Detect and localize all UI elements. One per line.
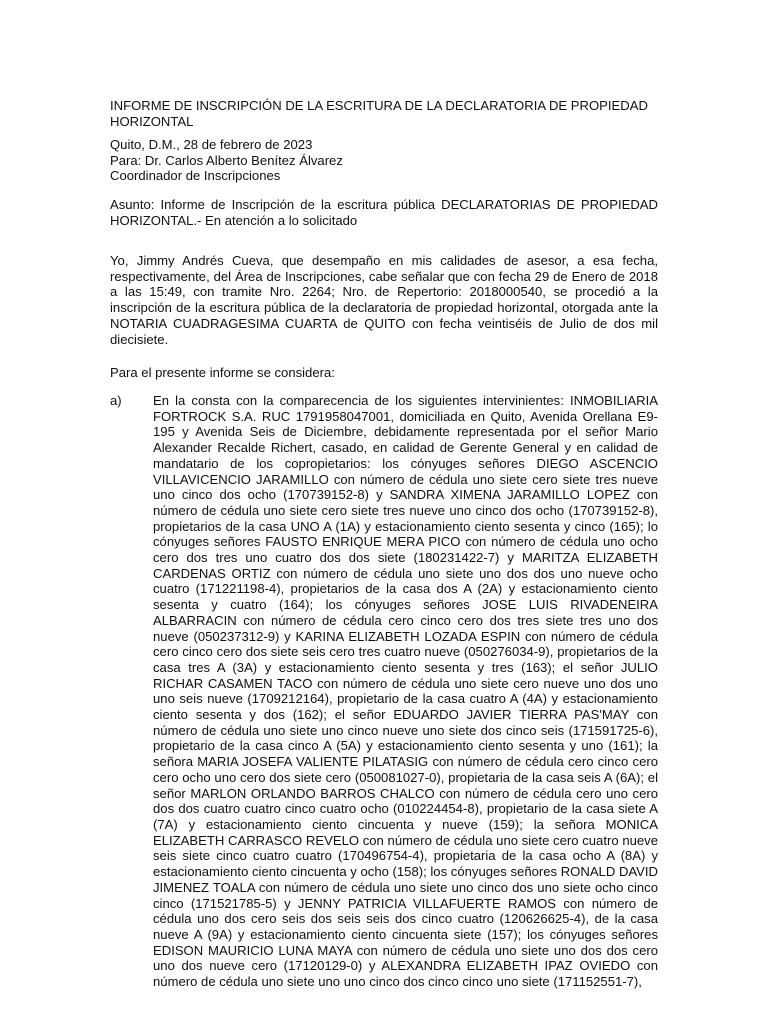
document-title: INFORME DE INSCRIPCIÓN DE LA ESCRITURA DE LA DECLARATORIA DE PROPIEDAD HORIZONTAL — [110, 98, 648, 129]
document-header — [110, 137, 658, 184]
intro-paragraph: Yo, Jimmy Andrés Cueva, que desempaño en mis calidades de asesor, a esa fecha, respectivamente, del Área de Inscripciones, cabe señalar que con fecha 29 de Enero de 2018 a las 15:49, con tramite Nro. 2264; Nro. de Repertorio: 2018000540, se procedió a la inscripción de la escritura pública de la declaratoria de propiedad horizontal, otorgada ante la NOTARIA CUADRAGESIMA CUARTA de QUITO con fecha veintiséis de Julio de dos mil diecisiete. — [110, 253, 658, 347]
consider-line: Para el presente informe se considera: — [110, 365, 335, 380]
list-item-a: En la consta con la comparecencia de los siguientes intervinientes: INMOBILIARIA FORTROCK S.A. RUC 1791958047001, domiciliada en Quito, Avenida Orellana E9-195 y Avenida Seis de Diciembre, debidamente representada por el señor Mario Alexander Recalde Richert, casado, en calidad de Gerente General y en calidad de mandatario de los copropietarios: los cónyuges señores DIEGO ASCENCIO VILLAVICENCIO JARAMILLO con número de cédula uno siete cero siete tres nueve uno cinco dos ocho (170739152-8) y SANDRA XIMENA JARAMILLO LOPEZ con número de cédula uno siete cero siete tres nueve uno cinco dos ocho (170739152-8), propietarios de la casa UNO A (1A) y estacionamiento ciento sesenta y cinco (165); lo cónyuges señores FAUSTO ENRIQUE MERA PICO con número de cédula uno ocho cero dos tres uno cuatro dos dos siete (180231422-7) y MARITZA ELIZABETH CARDENAS ORTIZ con número de cédula uno siete uno dos dos uno nueve ocho cuatro (171221198-4), propietarios de la casa dos A (2A) y estacionamiento ciento sesenta y cuatro (164); los cónyuges señores JOSE LUIS RIVADENEIRA ALBARRACIN con número de cédula cero cinco cero dos tres siete tres uno dos nueve (050237312-9) y KARINA ELIZABETH LOZADA ESPIN con número de cédula cero cinco cero dos siete seis cero tres cuatro nueve (050276034-9), propietarios de la casa tres A (3A) y estacionamiento ciento sesenta y tres (163); el señor JULIO RICHAR CASAMEN TACO con número de cédula uno siete cero nueve uno dos uno uno seis nueve (1709212164), propietario de la casa cuatro A (4A) y estacionamiento ciento sesenta y dos (162); el señor EDUARDO JAVIER TIERRA PAS'MAY con número de cédula uno siete uno cinco nueve uno siete dos cinco seis (171591725-6), propietario de la casa cinco A (5A) y estacionamiento ciento sesenta y uno (161); la señora MARIA JOSEFA VALIENTE PILATASIG con número de cédula cero cinco cero cero ocho uno cero dos siete cero (050081027-0), propietaria de la casa seis A (6A); el señor MARLON ORLANDO BARROS CHALCO con número de cédula cero uno cero dos dos cuatro cuatro cinco cuatro ocho (010224454-8), propietario de la casa siete A (7A) y estacionamiento ciento cincuenta y nueve (159); la señora MONICA ELIZABETH CARRASCO REVELO con número de cédula uno siete cero cuatro nueve seis siete cinco cuatro cuatro (170496754-4), propietaria de la casa ocho A (8A) y estacionamiento ciento cincuenta y ocho (158); los cónyuges señores RONALD DAVID JIMENEZ TOALA con número de cédula uno siete uno cinco dos uno siete ocho cinco cinco (171521785-5) y JENNY PATRICIA VILLAFUERTE RAMOS con número de cédula uno dos cero seis dos seis seis dos cinco cuatro (120626625-4), de la casa nueve A (9A) y estacionamiento ciento cincuenta siete (157); los cónyuges señores EDISON MAURICIO LUNA MAYA con número de cédula uno siete uno dos dos cero uno dos nueve cero (17120129-0) y ALEXANDRA ELIZABETH IPAZ OVIEDO con número de cédula uno siete uno uno cinco dos cinco cinco uno siete (171152551-7), — [153, 393, 658, 990]
recipient-role: Coordinador de Inscripciones — [110, 168, 281, 184]
list-marker-a: a) — [110, 393, 122, 408]
place-date: Quito, D.M., 28 de febrero de 2023 — [110, 137, 313, 152]
subject-line: Asunto: Informe de Inscripción de la escritura pública DECLARATORIAS DE PROPIEDAD HORIZONTAL.- En atención a lo solicitado — [110, 197, 658, 228]
recipient-line: Para: Dr. Carlos Alberto Benítez Álvarez — [110, 152, 343, 168]
